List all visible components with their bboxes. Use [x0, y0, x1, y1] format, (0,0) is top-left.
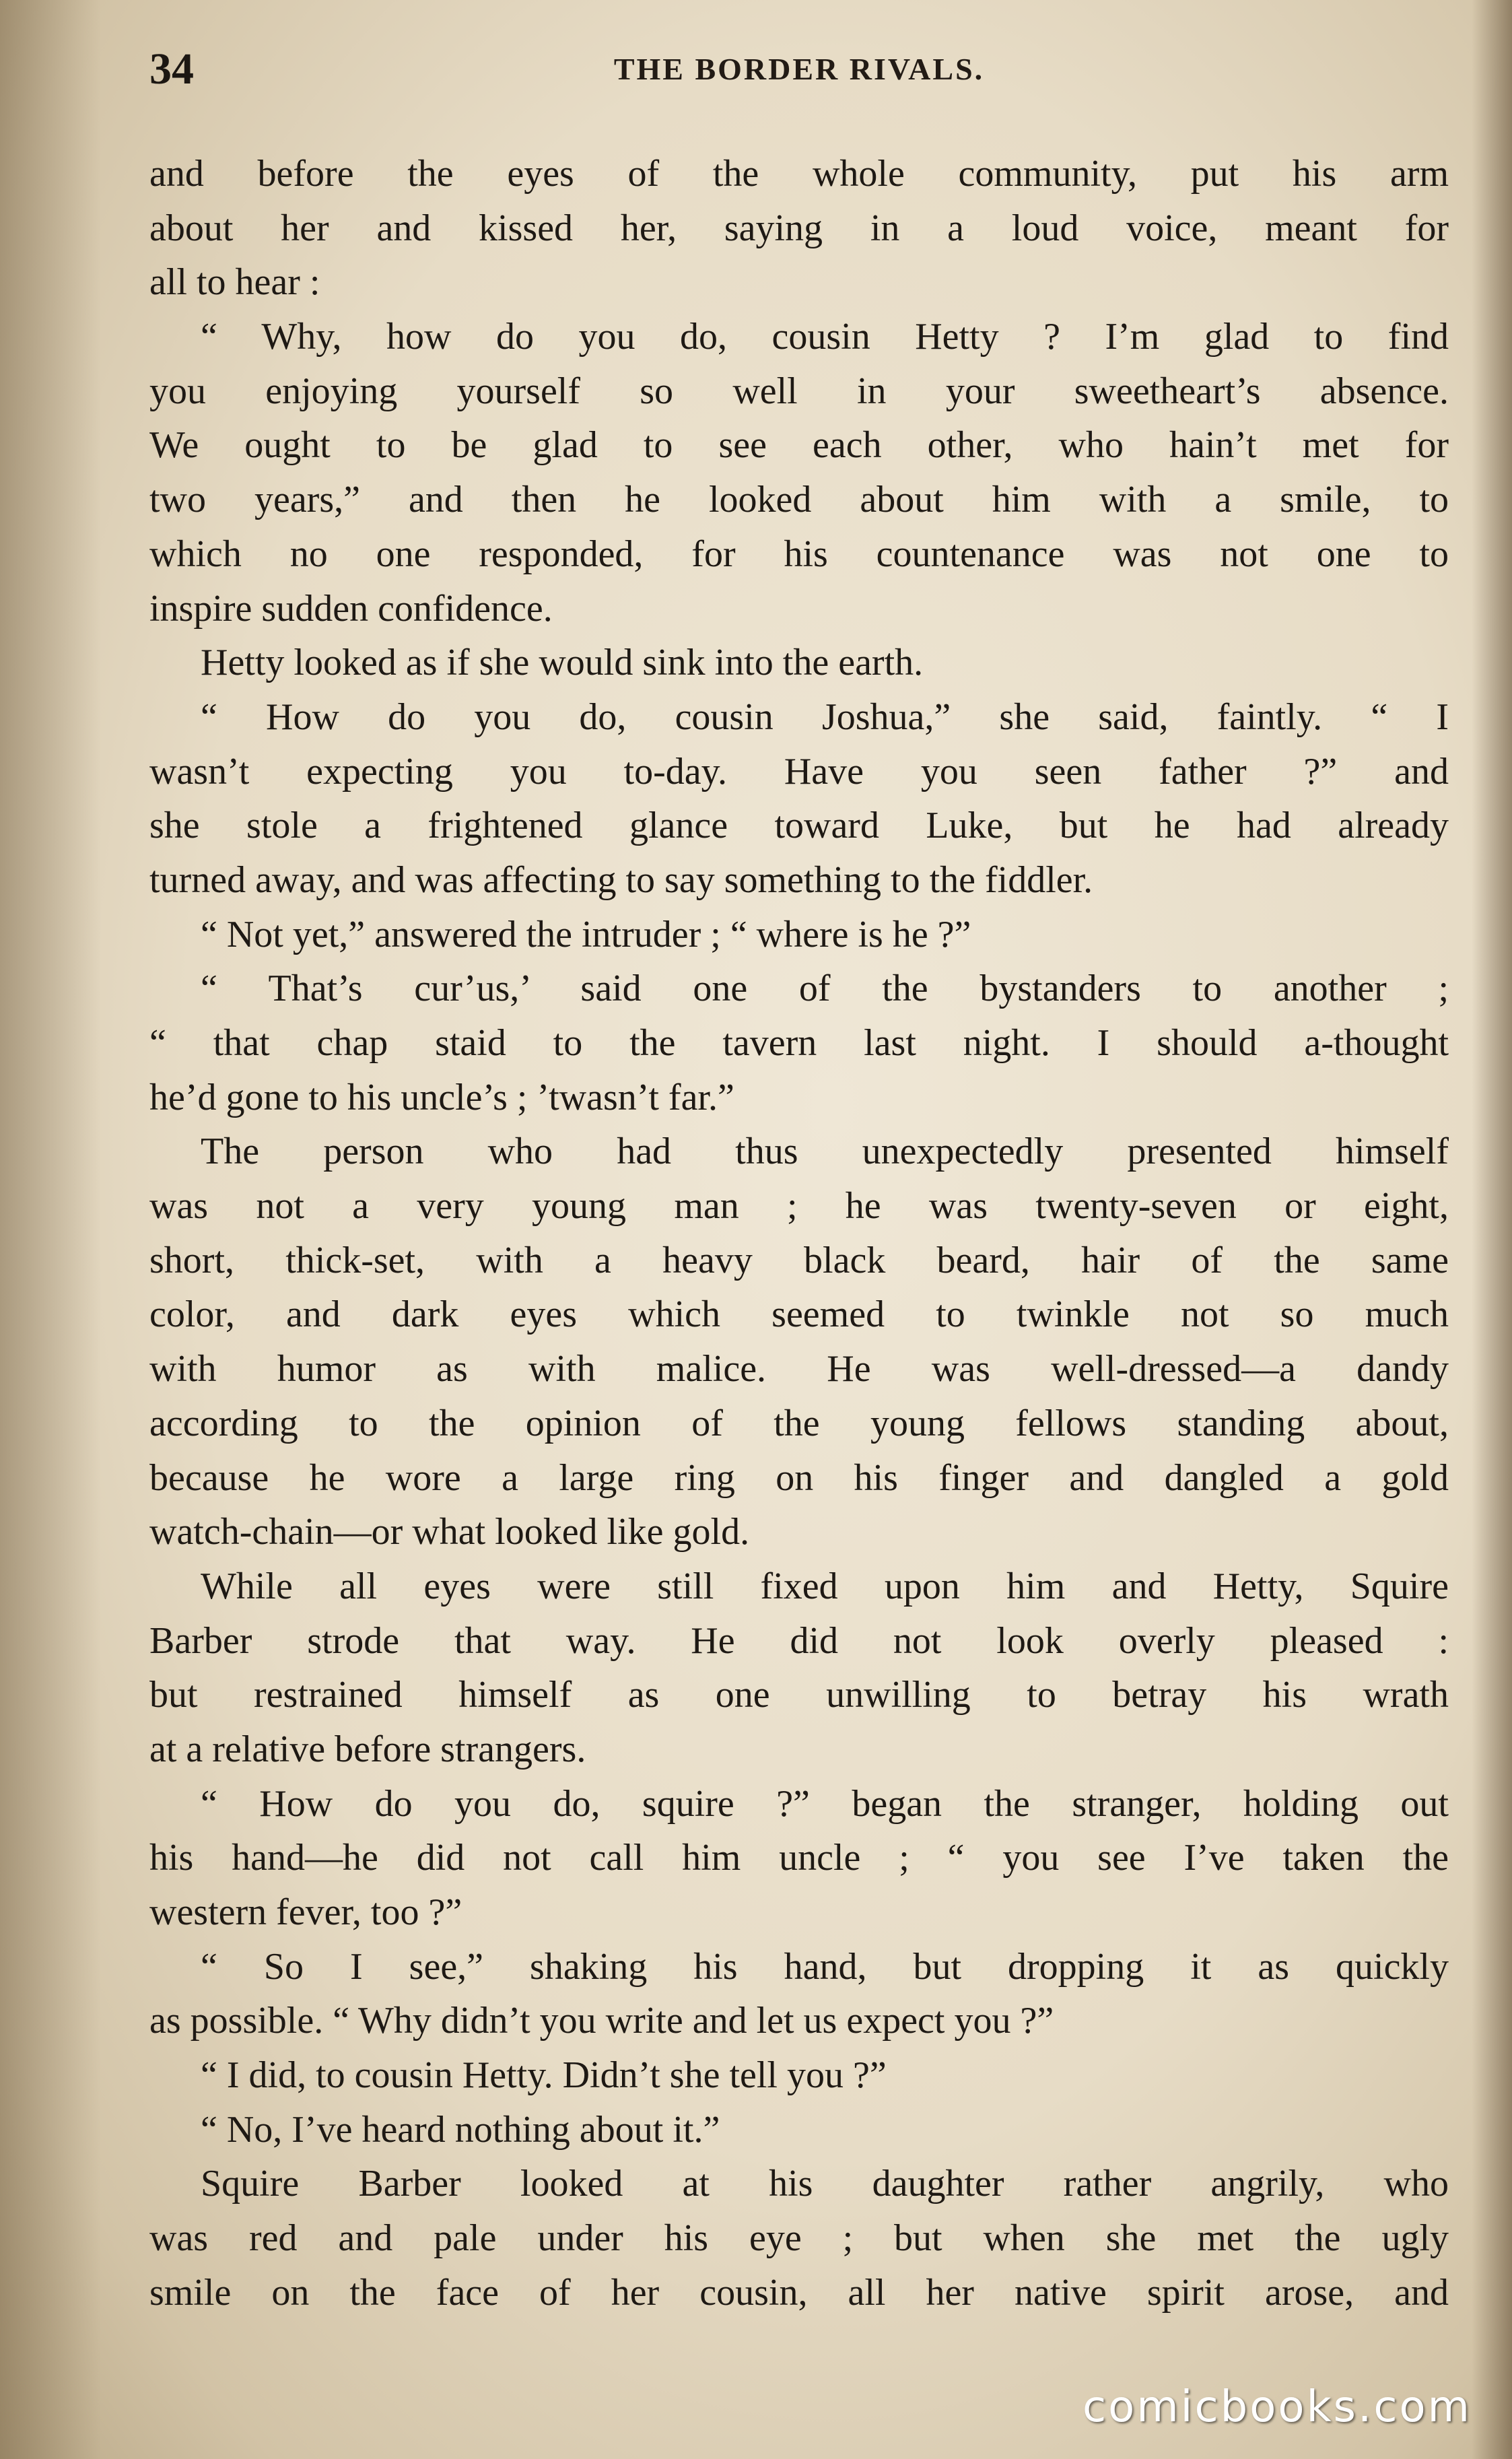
- text-line: “ How do you do, squire ?” began the stranger, holding out: [201, 1782, 1449, 1825]
- text-line: was not a very young man ; he was twenty-seven or eight,: [149, 1185, 1449, 1227]
- text-line: “ So I see,” shaking his hand, but dropping it as quickly: [201, 1945, 1449, 1988]
- text-line: was red and pale under his eye ; but when she met the ugly: [149, 2217, 1449, 2260]
- running-head: [149, 39, 1449, 100]
- text-line: “ Not yet,” answered the intruder ; “ where is he ?”: [201, 913, 971, 955]
- text-line: which no one responded, for his countenance was not one to: [149, 533, 1449, 575]
- text-line: two years,” and then he looked about him with a smile, to: [149, 479, 1449, 521]
- text-line: as possible. “ Why didn’t you write and let us expect you ?”: [149, 2000, 1054, 2042]
- text-line: because he wore a large ring on his finger and dangled a gold: [149, 1456, 1449, 1499]
- page-number: 34: [149, 44, 194, 94]
- text-line: he’d gone to his uncle’s ; ’twasn’t far.”: [149, 1076, 734, 1118]
- text-line: short, thick-set, with a heavy black beard, hair of the same: [149, 1239, 1449, 1281]
- text-line: “ That’s cur’us,’ said one of the bystanders to another ;: [201, 968, 1449, 1010]
- text-line: Squire Barber looked at his daughter rather angrily, who: [201, 2163, 1449, 2205]
- text-line: “ How do you do, cousin Joshua,” she said, faintly. “ I: [201, 696, 1449, 738]
- text-line: Hetty looked as if she would sink into the earth.: [201, 642, 924, 684]
- text-line: but restrained himself as one unwilling to betray his wrath: [149, 1674, 1449, 1716]
- text-line: you enjoying yourself so well in your sweetheart’s absence.: [149, 370, 1449, 412]
- text-line: at a relative before strangers.: [149, 1728, 586, 1770]
- text-line: “ Why, how do you do, cousin Hetty ? I’m glad to find: [201, 316, 1449, 358]
- text-line: watch-chain—or what looked like gold.: [149, 1511, 750, 1553]
- text-line: We ought to be glad to see each other, who hain’t met for: [149, 424, 1449, 467]
- text-line: color, and dark eyes which seemed to twinkle not so much: [149, 1293, 1449, 1336]
- book-title: THE BORDER RIVALS.: [613, 52, 985, 86]
- text-line: While all eyes were still fixed upon him and Hetty, Squire: [201, 1565, 1449, 1607]
- text-line: about her and kissed her, saying in a loud voice, meant for: [149, 207, 1449, 249]
- body-text: [149, 147, 1449, 2320]
- text-line: and before the eyes of the whole community, put his arm: [149, 153, 1449, 195]
- text-line: turned away, and was affecting to say something to the fiddler.: [149, 858, 1093, 901]
- text-line: “ I did, to cousin Hetty. Didn’t she tell you ?”: [201, 2054, 887, 2097]
- text-line: “ that chap staid to the tavern last night. I should a-thought: [149, 1022, 1449, 1064]
- watermark: comicbooks.com: [1082, 2382, 1472, 2432]
- text-line: she stole a frightened glance toward Luke, but he had already: [149, 805, 1449, 847]
- text-line: with humor as with malice. He was well-dressed—a dandy: [149, 1348, 1449, 1390]
- text-line: wasn’t expecting you to-day. Have you seen father ?” and: [149, 750, 1449, 793]
- text-line: Barber strode that way. He did not look overly pleased :: [149, 1619, 1449, 1662]
- text-line: “ No, I’ve heard nothing about it.”: [201, 2108, 720, 2151]
- text-line: according to the opinion of the young fellows standing about,: [149, 1402, 1449, 1444]
- text-line: inspire sudden confidence.: [149, 587, 553, 630]
- text-line: all to hear :: [149, 261, 320, 304]
- text-line: The person who had thus unexpectedly presented himself: [201, 1131, 1449, 1173]
- text-line: his hand—he did not call him uncle ; “ you see I’ve taken the: [149, 1837, 1449, 1879]
- text-line: smile on the face of her cousin, all her native spirit arose, and: [149, 2271, 1449, 2314]
- text-line: western fever, too ?”: [149, 1891, 462, 1933]
